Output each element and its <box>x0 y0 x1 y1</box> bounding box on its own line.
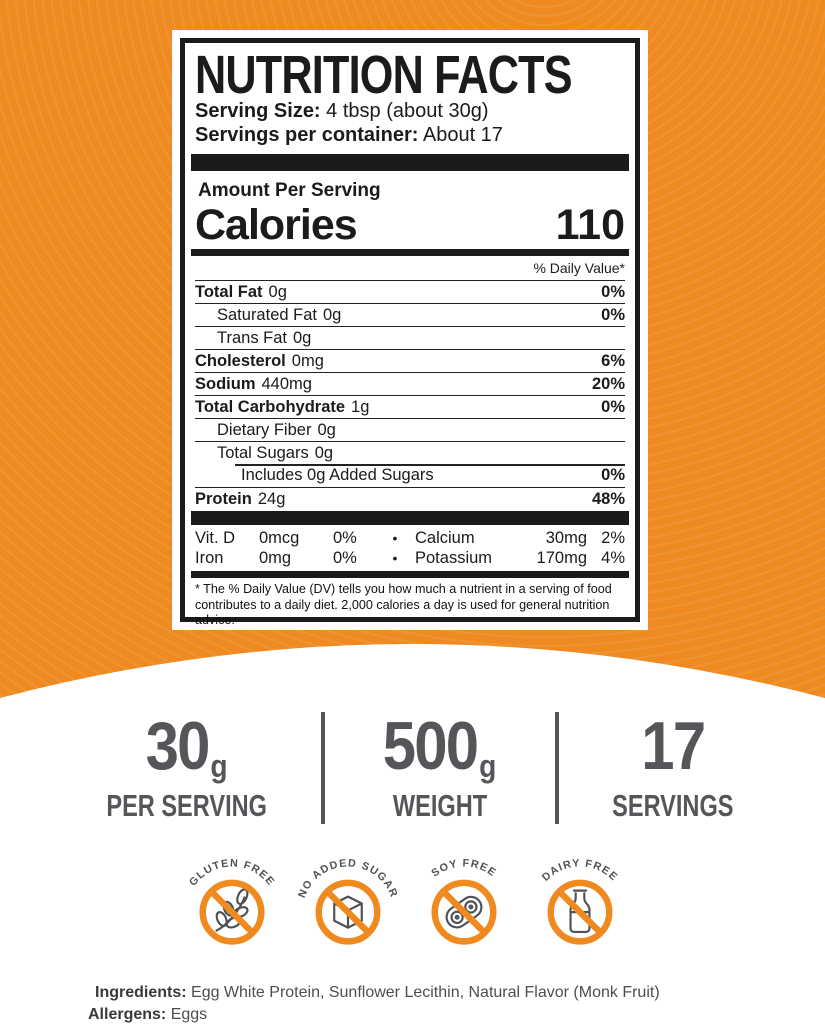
badge-soy-free <box>408 845 520 950</box>
stat-per-serving <box>53 707 321 824</box>
ingredients-line <box>88 982 660 1004</box>
stat-value <box>641 707 705 784</box>
stat-label: PER SERVING <box>106 787 268 823</box>
stats-strip <box>53 700 787 835</box>
micro-right-name: Calcium <box>415 528 475 547</box>
sugar-cube-icon <box>292 845 404 950</box>
nutrient-name: Includes 0g Added Sugars <box>241 466 434 484</box>
label-title: NUTRITION FACTS <box>195 45 572 105</box>
serving-size-value: 4 tbsp (about 30g) <box>326 100 489 122</box>
stat-weight <box>325 707 555 824</box>
nutrient-name: Protein <box>195 489 252 508</box>
nutrient-name: Total Sugars <box>217 443 309 462</box>
micro-right-name: Potassium <box>415 548 493 567</box>
nutrient-row <box>195 464 625 487</box>
nutrient-daily-value: 48% <box>591 489 625 508</box>
nutrient-name: Dietary Fiber <box>217 420 312 439</box>
stat-label: SERVINGS <box>612 787 734 823</box>
nutrient-name: Total Fat <box>195 282 263 301</box>
svg-text:GLUTEN FREE: GLUTEN FREE <box>187 857 277 889</box>
medium-divider-bar <box>191 249 629 256</box>
thin-divider-bar <box>191 571 629 578</box>
badge-gluten-free <box>176 845 288 950</box>
micro-left-name: Vit. D <box>195 528 236 547</box>
stat-label: WEIGHT <box>392 787 488 823</box>
micronutrient-rows <box>195 528 625 568</box>
svg-text:NO ADDED SUGAR: NO ADDED SUGAR <box>295 857 401 900</box>
nutrient-daily-value: 0% <box>601 305 625 324</box>
nutrient-row <box>195 487 625 510</box>
stat-value <box>383 707 497 784</box>
daily-value-header: % Daily Value* <box>533 260 625 276</box>
micro-right-dv: 4% <box>601 548 625 567</box>
stat-servings <box>559 707 787 824</box>
footnote-line-2: contributes to a daily diet. 2,000 calories a day is used for general nutrition advice. <box>195 597 610 628</box>
nutrient-name: Trans Fat <box>217 328 287 347</box>
nutrient-daily-value: 0% <box>601 397 625 416</box>
micro-right-dv: 2% <box>601 528 625 547</box>
micro-left-dv: 0% <box>333 528 357 547</box>
bullet-separator: • <box>392 530 398 546</box>
nutrient-row <box>195 441 625 464</box>
nutrient-row <box>195 280 625 303</box>
calories-row <box>195 202 625 248</box>
amount-per-serving: Amount Per Serving <box>198 180 381 201</box>
nutrient-amount: 440mg <box>261 374 312 393</box>
nutrient-amount: 0g <box>314 443 334 462</box>
nutrient-rows <box>195 280 625 510</box>
micro-left-name: Iron <box>195 548 224 567</box>
stat-number: 500 <box>383 707 478 784</box>
nutrient-name: Cholesterol <box>195 351 286 370</box>
nutrient-daily-value: 6% <box>601 351 625 370</box>
nutrition-facts-label <box>172 30 648 630</box>
nutrient-amount: 0g <box>322 305 342 324</box>
nutrient-row <box>195 349 625 372</box>
servings-per-container-value: About 17 <box>422 124 503 146</box>
allergens-line <box>88 1004 660 1026</box>
stat-value <box>145 707 229 784</box>
svg-text:DAIRY FREE: DAIRY FREE <box>539 857 621 884</box>
nutrition-facts-border <box>180 38 640 628</box>
servings-per-container-line <box>195 123 625 147</box>
nutrient-name: Saturated Fat <box>217 305 317 324</box>
stat-unit: g <box>210 747 229 784</box>
nutrient-daily-value: 0% <box>601 282 625 301</box>
thick-divider-bar <box>191 154 629 171</box>
nutrient-amount: 0g <box>268 282 287 301</box>
bullet-separator: • <box>392 550 398 566</box>
nutrient-daily-value: 20% <box>591 374 625 393</box>
nutrient-row <box>195 326 625 349</box>
nutrient-row <box>195 418 625 441</box>
stat-unit: g <box>479 747 497 784</box>
micro-left-amount: 0mcg <box>259 528 300 547</box>
ingredients-value: Egg White Protein, Sunflower Lecithin, Natural Flavor (Monk Fruit) <box>191 984 660 1001</box>
allergens-label: Allergens: <box>88 1006 167 1023</box>
nutrient-daily-value: 0% <box>601 466 625 484</box>
nutrient-amount: 1g <box>351 397 370 416</box>
soybean-icon <box>408 845 520 950</box>
micro-right-amount: 30mg <box>545 528 587 547</box>
serving-size-label: Serving Size: <box>195 100 321 122</box>
micro-right-amount: 170mg <box>536 548 587 567</box>
stat-number: 30 <box>145 707 210 784</box>
nutrient-row <box>195 372 625 395</box>
calories-value: 110 <box>555 201 625 249</box>
nutrient-name: Total Carbohydrate <box>195 397 346 416</box>
micronutrient-row <box>195 548 625 568</box>
svg-text:SOY FREE: SOY FREE <box>429 857 499 880</box>
nutrient-row <box>195 303 625 326</box>
nutrient-row <box>195 395 625 418</box>
claim-badges-row <box>176 845 649 970</box>
nutrient-amount: 24g <box>257 489 286 508</box>
ingredients-label: Ingredients: <box>95 984 187 1001</box>
thick-divider-bar <box>191 511 629 525</box>
nutrient-amount: 0mg <box>291 351 324 370</box>
ingredients-footer <box>88 982 660 1026</box>
badge-dairy-free <box>524 845 636 950</box>
nutrient-name: Sodium <box>195 374 256 393</box>
stat-number: 17 <box>641 707 705 784</box>
footnote-line-1: * The % Daily Value (DV) tells you how much a nutrient in a serving of food <box>195 582 612 596</box>
micro-left-amount: 0mg <box>259 548 292 567</box>
micro-left-dv: 0% <box>333 548 357 567</box>
allergens-value: Eggs <box>170 1006 208 1023</box>
wheat-icon <box>176 845 288 950</box>
servings-per-container-label: Servings per container: <box>195 124 419 146</box>
micronutrient-row <box>195 528 625 548</box>
daily-value-footnote <box>195 582 625 629</box>
calories-label: Calories <box>195 201 357 249</box>
badge-no-added-sugar <box>292 845 404 950</box>
milk-bottle-icon <box>524 845 636 950</box>
nutrient-amount: 0g <box>317 420 336 439</box>
nutrient-amount: 0g <box>293 328 312 347</box>
